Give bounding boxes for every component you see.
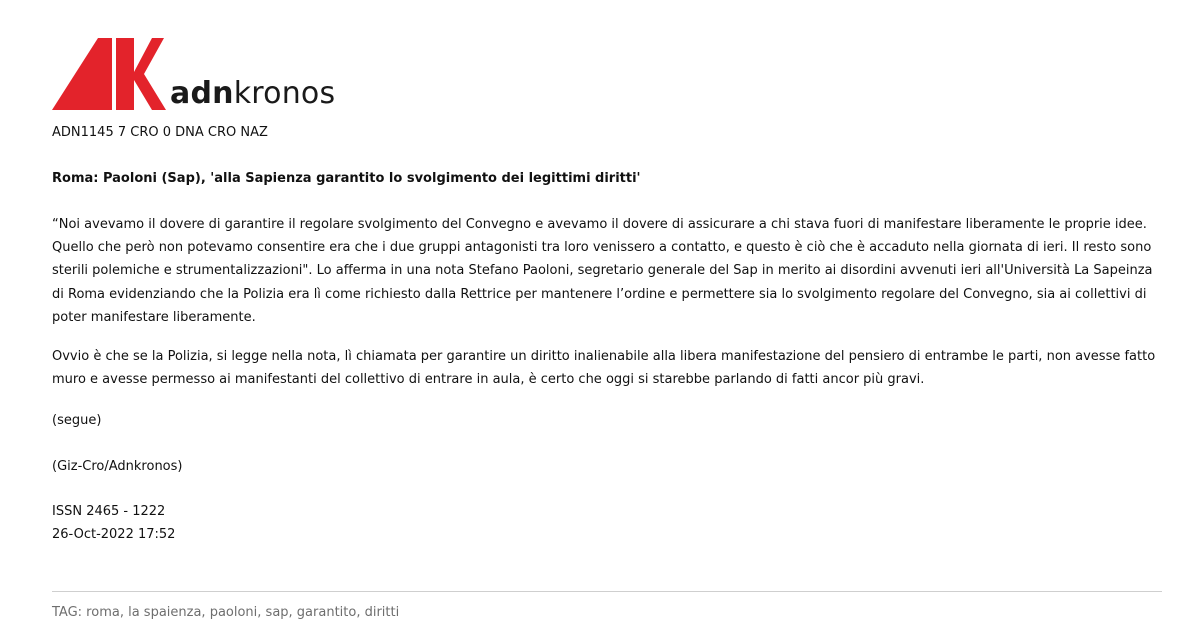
article-paragraph: “Noi avevamo il dovere di garantire il regolare svolgimento del Convegno e avevamo il dovere di assicurare a chi stava fuori di manifestare liberamente le proprie idee. Quello che però non potevamo consentire era che i due gruppi antagonisti tra loro venissero a contatto, e questo è ciò che è accaduto nella giornata di ieri. Il resto sono sterili polemiche e strumentalizzazioni". Lo afferma in una nota Stefano Paoloni, segretario generale del Sap in merito ai disordini avvenuti ieri all'Università La Sapeinza di Roma evidenziando che la Polizia era lì come richiesto dalla Rettrice per mantenere l’ordine e permettere sia lo svolgimento regolare del Convegno, sia ai collettivi di poter manifestare liberamente. <box>52 217 1153 325</box>
article-tags: TAG: roma, la spaienza, paoloni, sap, garantito, diritti <box>52 605 400 620</box>
adnkronos-logo[interactable] <box>52 36 352 116</box>
article-headline: Roma: Paoloni (Sap), 'alla Sapienza garantito lo svolgimento dei legittimi diritti' <box>52 171 641 186</box>
logo-text-bold: adn <box>170 76 234 111</box>
logo-mark-icon <box>52 36 172 116</box>
news-code: ADN1145 7 CRO 0 DNA CRO NAZ <box>52 125 268 140</box>
footer-divider <box>52 591 1162 592</box>
segue-note: (segue) <box>52 413 102 428</box>
article-credit: (Giz-Cro/Adnkronos) <box>52 459 183 474</box>
logo-wordmark <box>170 74 335 114</box>
issn-number: ISSN 2465 - 1222 <box>52 504 166 519</box>
logo-text-regular: kronos <box>233 76 336 111</box>
article-datetime: 26-Oct-2022 17:52 <box>52 527 176 542</box>
article-paragraph: Ovvio è che se la Polizia, si legge nella nota, lì chiamata per garantire un diritto inalienabile alla libera manifestazione del pensiero di entrambe le parti, non avesse fatto muro e avesse permesso ai manifestanti del collettivo di entrare in aula, è certo che oggi si starebbe parlando di fatti ancor più gravi. <box>52 349 1156 388</box>
